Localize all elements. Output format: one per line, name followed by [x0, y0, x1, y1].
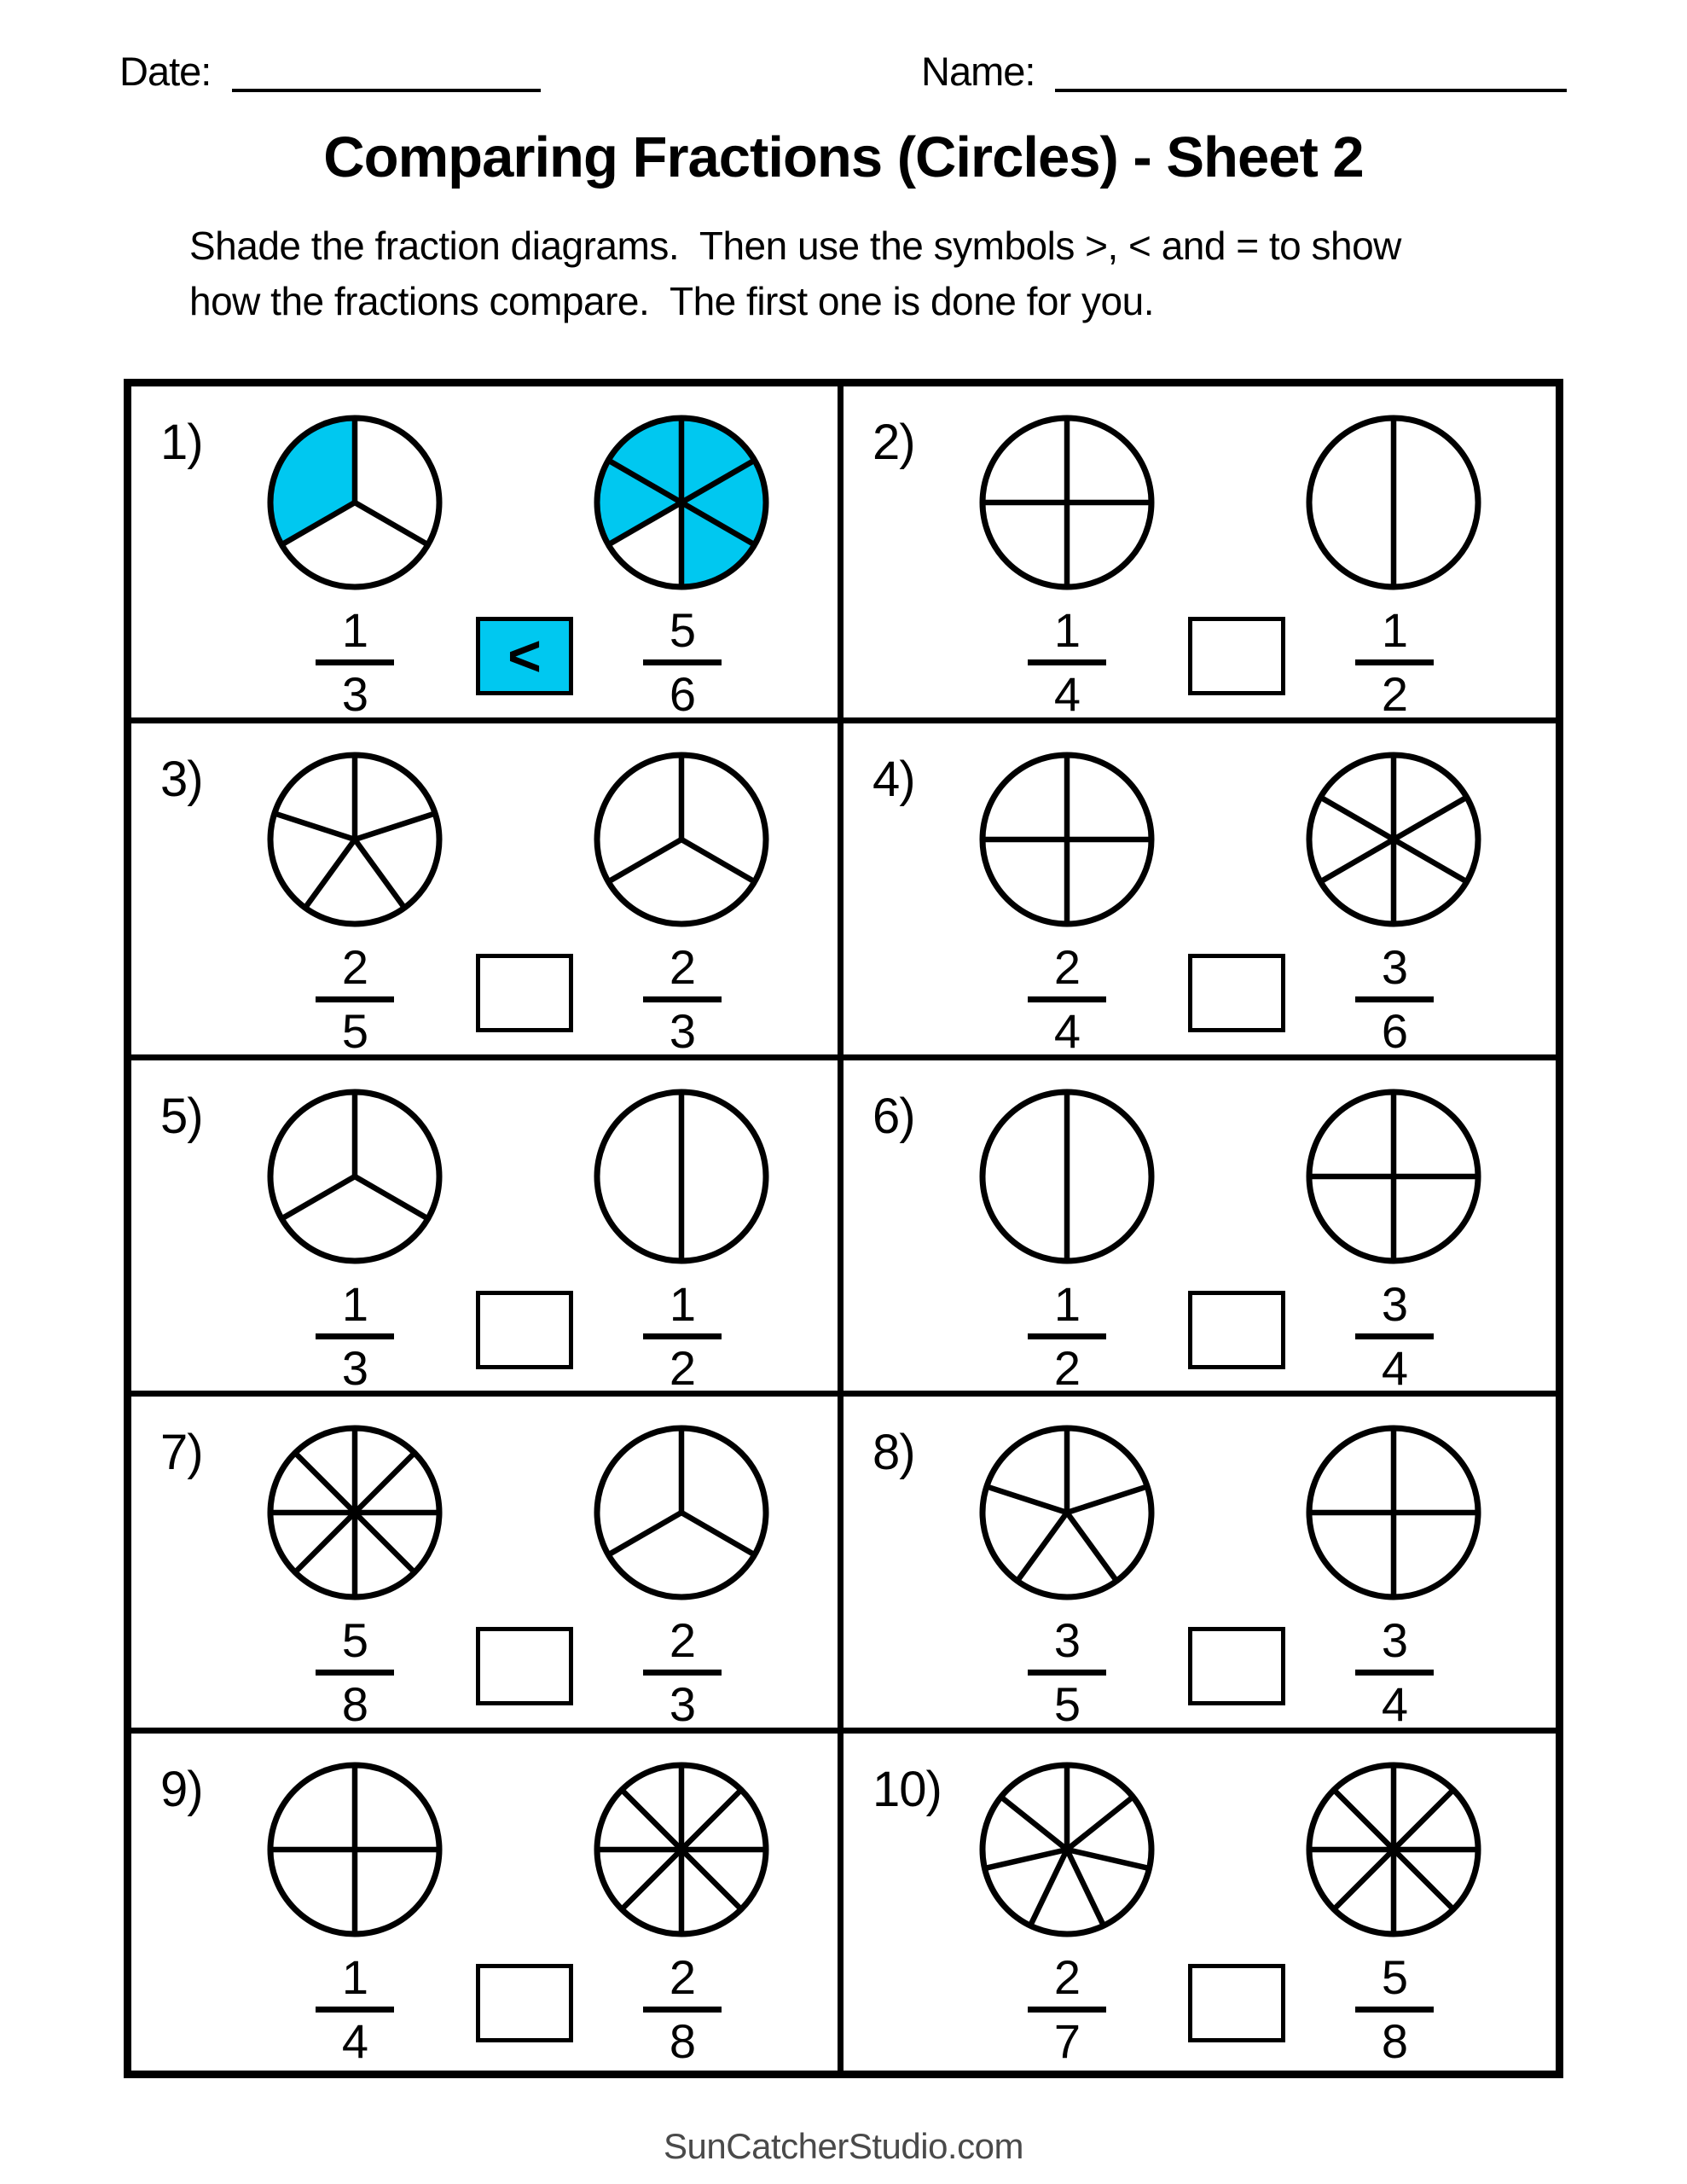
fraction-right	[631, 939, 733, 1058]
fraction-right	[1343, 1613, 1446, 1732]
fraction-bar	[643, 659, 722, 665]
sector-divider-line	[1001, 1797, 1067, 1850]
sector-divider-line	[355, 502, 428, 545]
fraction-circle-right[interactable]	[591, 749, 772, 930]
sector-divider-line	[622, 1850, 681, 1909]
sector-divider-line	[355, 1176, 428, 1219]
sector-divider-line	[681, 1513, 755, 1555]
fraction-bar	[1028, 1333, 1106, 1339]
sector-divider-line	[1334, 1850, 1394, 1909]
problem-number: 8)	[872, 1425, 915, 1481]
fraction-denominator: 3	[341, 1340, 368, 1395]
fraction-bar	[643, 1670, 722, 1676]
comparison-answer-box[interactable]	[1188, 1964, 1285, 2042]
fraction-denominator: 5	[341, 1003, 368, 1058]
sector-divider-line	[1067, 1797, 1133, 1850]
sector-divider-line	[355, 813, 435, 839]
fraction-numerator: 1	[1053, 603, 1081, 657]
fraction-circle-left[interactable]	[264, 412, 445, 593]
sector-divider-line	[608, 1513, 681, 1555]
sector-divider-line	[1067, 1850, 1150, 1868]
fraction-numerator: 2	[1053, 1950, 1081, 2005]
sector-divider-line	[987, 1487, 1067, 1513]
fraction-numerator: 1	[669, 1276, 696, 1331]
sector-divider-line	[984, 1850, 1067, 1868]
problems-grid	[124, 379, 1563, 2078]
fraction-denominator: 8	[341, 1677, 368, 1732]
sector-divider-line	[681, 839, 755, 882]
fraction-numerator: 2	[669, 939, 696, 994]
problem-cell-3	[131, 723, 844, 1060]
fraction-denominator: 3	[669, 1677, 696, 1732]
fraction-right	[631, 1276, 733, 1395]
problem-cell-6	[844, 1060, 1556, 1397]
fraction-circle-right[interactable]	[1303, 412, 1484, 593]
sector-divider-line	[681, 1790, 741, 1850]
problem-cell-8	[844, 1397, 1556, 1734]
sector-divider-line	[1067, 1850, 1104, 1926]
comparison-answer-box[interactable]	[1188, 1291, 1285, 1369]
fraction-numerator: 3	[1381, 1613, 1408, 1668]
problem-cell-5	[131, 1060, 844, 1397]
fraction-bar	[1028, 996, 1106, 1002]
fraction-bar	[1355, 659, 1434, 665]
fraction-circle-right[interactable]	[1303, 749, 1484, 930]
fraction-denominator: 2	[1053, 1340, 1081, 1395]
fraction-left	[304, 1950, 406, 2069]
fraction-bar	[643, 1333, 722, 1339]
fraction-numerator: 1	[1381, 603, 1408, 657]
comparison-answer-box[interactable]	[476, 954, 573, 1032]
fraction-right	[1343, 1276, 1446, 1395]
fraction-denominator: 4	[1381, 1677, 1408, 1732]
sector-divider-line	[1067, 1513, 1116, 1581]
fraction-numerator: 2	[341, 939, 368, 994]
fraction-denominator: 5	[1053, 1677, 1081, 1732]
page-title: Comparing Fractions (Circles) - Sheet 2	[323, 125, 1364, 189]
fraction-denominator: 3	[669, 1003, 696, 1058]
sector-divider-line	[355, 839, 404, 908]
instructions-line-1: Shade the fraction diagrams. Then use the symbols >, < and = to show	[189, 224, 1401, 268]
sector-divider-line	[1030, 1850, 1067, 1926]
sector-divider-line	[295, 1513, 355, 1572]
fraction-denominator: 2	[1381, 667, 1408, 721]
fraction-circle-left[interactable]	[264, 1086, 445, 1267]
problem-number: 1)	[160, 415, 203, 470]
problem-cell-9	[131, 1734, 844, 2071]
fraction-numerator: 1	[1053, 1276, 1081, 1331]
fraction-circle-left[interactable]	[264, 1422, 445, 1603]
fraction-circle-right[interactable]	[591, 1086, 772, 1267]
fraction-denominator: 8	[669, 2014, 696, 2069]
fraction-left	[1016, 1276, 1118, 1395]
fraction-denominator: 2	[669, 1340, 696, 1395]
fraction-numerator: 2	[669, 1950, 696, 2005]
sector-divider-line	[1320, 839, 1394, 882]
fraction-bar	[643, 996, 722, 1002]
comparison-answer-box[interactable]	[476, 1291, 573, 1369]
fraction-denominator: 7	[1053, 2014, 1081, 2069]
fraction-numerator: 3	[1381, 1276, 1408, 1331]
problem-number: 7)	[160, 1425, 203, 1481]
sector-divider-line	[1334, 1790, 1394, 1850]
sector-divider-line	[355, 1453, 415, 1513]
comparison-answer-box[interactable]	[476, 617, 573, 695]
fraction-bar	[1028, 2007, 1106, 2013]
fraction-bar	[1355, 1670, 1434, 1676]
date-label: Date:	[119, 49, 212, 94]
fraction-left	[304, 1276, 406, 1395]
fraction-numerator: 5	[669, 603, 696, 657]
fraction-circle-right[interactable]	[1303, 1086, 1484, 1267]
fraction-bar	[316, 1333, 394, 1339]
fraction-bar	[316, 1670, 394, 1676]
sector-divider-line	[281, 1176, 355, 1219]
fraction-bar	[1355, 996, 1434, 1002]
fraction-numerator: 5	[341, 1613, 368, 1668]
fraction-right	[1343, 603, 1446, 721]
fraction-bar	[316, 996, 394, 1002]
fraction-left	[1016, 603, 1118, 721]
name-blank-line[interactable]	[1055, 89, 1567, 92]
fraction-denominator: 6	[1381, 1003, 1408, 1058]
fraction-left	[304, 939, 406, 1058]
sector-divider-line	[681, 1850, 741, 1909]
fraction-bar	[316, 2007, 394, 2013]
fraction-numerator: 2	[1053, 939, 1081, 994]
fraction-left	[304, 1613, 406, 1732]
problem-cell-2	[844, 386, 1556, 723]
instructions-line-2: how the fractions compare. The first one is done for you.	[189, 279, 1154, 324]
fraction-denominator: 4	[1053, 1003, 1081, 1058]
sector-divider-line	[622, 1790, 681, 1850]
fraction-circle-right[interactable]	[1303, 1422, 1484, 1603]
comparison-answer-box[interactable]	[1188, 617, 1285, 695]
problem-number: 5)	[160, 1088, 203, 1144]
fraction-denominator: 4	[1053, 667, 1081, 721]
sector-divider-line	[1394, 797, 1467, 839]
fraction-bar	[1028, 1670, 1106, 1676]
comparison-answer-box[interactable]	[476, 1964, 573, 2042]
sector-divider-line	[1394, 1850, 1453, 1909]
sector-divider-line	[295, 1453, 355, 1513]
fraction-numerator: 2	[669, 1613, 696, 1668]
problem-number: 4)	[872, 751, 915, 807]
problem-number: 9)	[160, 1762, 203, 1818]
fraction-numerator: 1	[341, 603, 368, 657]
fraction-denominator: 8	[1381, 2014, 1408, 2069]
comparison-answer-box[interactable]	[1188, 954, 1285, 1032]
fraction-left	[304, 603, 406, 721]
footer-site-credit: SunCatcherStudio.com	[664, 2126, 1023, 2166]
comparison-answer-box[interactable]	[476, 1627, 573, 1705]
sector-divider-line	[275, 813, 355, 839]
fraction-circle-left[interactable]	[977, 1086, 1157, 1267]
fraction-circle-right[interactable]	[591, 1759, 772, 1940]
fraction-denominator: 6	[669, 667, 696, 721]
fraction-circle-right[interactable]	[1303, 1759, 1484, 1940]
date-blank-line[interactable]	[232, 89, 541, 92]
fraction-right	[1343, 939, 1446, 1058]
fraction-right	[631, 1950, 733, 2069]
sector-divider-line	[1017, 1513, 1067, 1581]
problem-cell-10	[844, 1734, 1556, 2071]
problem-cell-7	[131, 1397, 844, 1734]
problem-number: 3)	[160, 751, 203, 807]
fraction-circle-right[interactable]	[591, 1422, 772, 1603]
fraction-circle-left[interactable]	[264, 749, 445, 930]
fraction-circle-left[interactable]	[264, 1759, 445, 1940]
fraction-left	[1016, 1613, 1118, 1732]
fraction-right	[631, 603, 733, 721]
fraction-numerator: 5	[1381, 1950, 1408, 2005]
fraction-numerator: 1	[341, 1950, 368, 2005]
fraction-circle-left[interactable]	[977, 412, 1157, 593]
fraction-left	[1016, 1950, 1118, 2069]
fraction-numerator: 3	[1053, 1613, 1081, 1668]
fraction-bar	[1355, 1333, 1434, 1339]
sector-divider-line	[1320, 797, 1394, 839]
problem-number: 10)	[872, 1762, 942, 1818]
fraction-circle-left[interactable]	[977, 1759, 1157, 1940]
fraction-circle-right[interactable]	[591, 412, 772, 593]
fraction-denominator: 3	[341, 667, 368, 721]
sector-divider-line	[1394, 839, 1467, 882]
fraction-denominator: 4	[1381, 1340, 1408, 1395]
fraction-circle-left[interactable]	[977, 1422, 1157, 1603]
fraction-right	[1343, 1950, 1446, 2069]
sector-divider-line	[1067, 1487, 1147, 1513]
fraction-numerator: 3	[1381, 939, 1408, 994]
problem-number: 6)	[872, 1088, 915, 1144]
fraction-bar	[316, 659, 394, 665]
fraction-bar	[1355, 2007, 1434, 2013]
sector-divider-line	[355, 1513, 415, 1572]
name-label: Name:	[921, 49, 1035, 94]
comparison-symbol: <	[507, 624, 542, 688]
fraction-bar	[643, 2007, 722, 2013]
fraction-right	[631, 1613, 733, 1732]
fraction-left	[1016, 939, 1118, 1058]
problem-cell-4	[844, 723, 1556, 1060]
sector-divider-line	[1394, 1790, 1453, 1850]
fraction-denominator: 4	[341, 2014, 368, 2069]
problem-cell-1	[131, 386, 844, 723]
problem-number: 2)	[872, 415, 915, 470]
comparison-answer-box[interactable]	[1188, 1627, 1285, 1705]
fraction-numerator: 1	[341, 1276, 368, 1331]
sector-divider-line	[608, 839, 681, 882]
sector-divider-line	[305, 839, 355, 908]
fraction-circle-left[interactable]	[977, 749, 1157, 930]
fraction-bar	[1028, 659, 1106, 665]
instructions	[189, 218, 1401, 330]
